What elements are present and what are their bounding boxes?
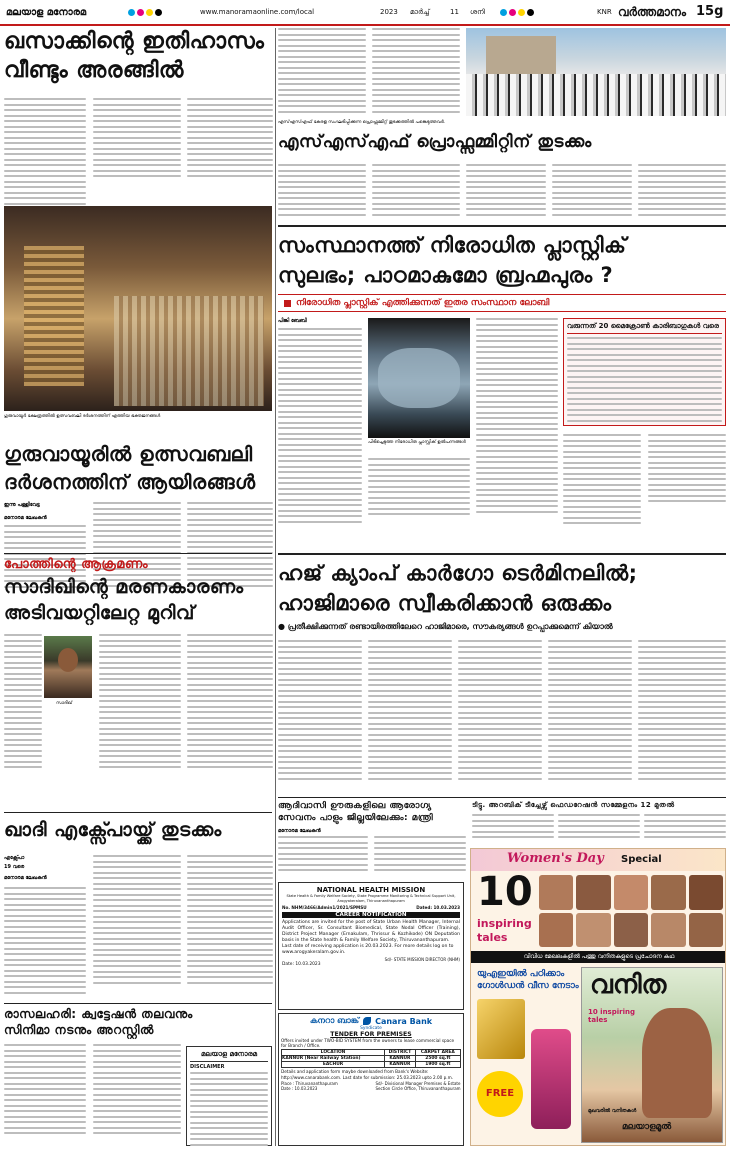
canara-place: Place : Thiruvananthapuram [281, 1080, 338, 1086]
headline-rasalahari-line2: സിനിമാ നടനും അറസ്റ്റിൽ [4, 1023, 154, 1037]
nhm-ref: No. NHM/3466/Admin1/2021/SPMSU [282, 905, 367, 911]
portrait [614, 875, 648, 910]
disclaimer-text [190, 1072, 268, 1146]
canara-table [281, 1049, 461, 1068]
headline-khadi: ഖാദി എക്സ്പോയ്ക്ക് തുടക്കം [4, 819, 222, 841]
reg-dot-yellow [518, 9, 525, 16]
kicker-expo: എക്സ്പോ [4, 855, 25, 861]
vanitha-banner [471, 849, 726, 871]
portrait [689, 875, 723, 910]
story-ssf [278, 28, 726, 226]
edition-code: KNR [597, 8, 612, 16]
headline-sadiq-line1: സാദിഖിന്റെ മരണകാരണം [4, 576, 244, 598]
canara-syndicate: Syndicate [360, 1026, 382, 1031]
callout-heading: വരുന്നത് 20 മൈക്രോൺ കാരിബാഗുകൾ വരെ [567, 322, 722, 334]
crowd-area [114, 296, 264, 406]
vanitha-promo2: ഗോൾഡൻ വീസ നേടാം [477, 981, 579, 991]
rasalahari-body-col2 [93, 1044, 181, 1138]
ad-canara [278, 1013, 464, 1146]
canara-bank-ml: കനറാ ബാങ്ക് [309, 1016, 360, 1025]
canara-tender-title: TENDER FOR PREMISES [330, 1031, 412, 1038]
product-bottle [531, 1029, 571, 1129]
vanitha-tagline1: inspiring [477, 917, 532, 930]
disclaimer-brand: മലയാള മനോരമ [190, 1050, 268, 1062]
vanitha-strip: വിവിധ മേഖലകളിൽ പത്തു വനിതകളുടെ പ്രചോദന കഥ [471, 951, 726, 963]
temple-lamp [24, 246, 84, 386]
disclaimer-title: DISCLAIMER [190, 1064, 225, 1070]
story-adivasi [278, 800, 466, 880]
headline-sadiq-line2: അടിവയറ്റിലേറ്റ മുറിവ് [4, 602, 195, 624]
photo-caption-sadiq: സാദിഖ് [56, 701, 73, 706]
divider [4, 812, 272, 813]
headline-rasalahari-line1: രാസലഹരി: ക്വട്ടേഷൻ തലവനും [4, 1007, 193, 1021]
kicker-sadiq: പോത്തിന്റെ ആക്രമണം [4, 557, 149, 572]
headline-haj-line2: ഹാജിമാരെ സ്വീകരിക്കാൻ ഒരുക്കം [278, 591, 612, 615]
arabic-body-col2 [558, 814, 640, 842]
ssf-lower-col5 [638, 164, 726, 219]
story-plastic [278, 230, 726, 550]
divider [278, 797, 726, 798]
col-area: CARPET AREA [415, 1050, 460, 1056]
portrait [651, 875, 685, 910]
ad-nhm [278, 882, 464, 1010]
vanitha-masthead: വനിത [590, 970, 667, 1000]
ssf-lower-col3 [466, 164, 546, 219]
article-body-col3 [187, 98, 273, 181]
story-haj [278, 558, 726, 794]
sadiq-body-col2 [99, 634, 181, 772]
cover-model [642, 1008, 712, 1118]
vanitha-cover [581, 967, 723, 1143]
ad-manorama-disclaimer [186, 1046, 272, 1146]
building-shape [486, 36, 556, 76]
canara-place-date [281, 1081, 338, 1091]
crowd-shape [466, 74, 726, 116]
header-day: 11 [450, 8, 459, 16]
portrait [576, 875, 610, 910]
ad-vanitha [470, 848, 726, 1146]
website-url[interactable]: www.manoramaonline.com/local [200, 8, 315, 16]
free-badge [477, 1071, 523, 1117]
col-location: LOCATION [282, 1050, 385, 1056]
divider [278, 553, 726, 555]
nhm-dated: Dated: 10.03.2023 [416, 905, 460, 911]
nhm-issued: Date: 10.03.2023 [282, 961, 321, 967]
reg-dot-magenta [509, 9, 516, 16]
portrait [576, 913, 610, 948]
divider [4, 1003, 272, 1004]
portrait [539, 875, 573, 910]
vanitha-cover-name: മുഖവരിൽ വനിതകൾ [588, 1108, 637, 1114]
ssf-body-col1 [278, 28, 366, 116]
arabic-body-col1 [472, 814, 554, 842]
header-weekday: ശനി [470, 8, 485, 16]
divider [4, 553, 272, 554]
reg-dot-yellow [146, 9, 153, 16]
header-month: മാർച്ച് [410, 8, 430, 16]
haj-body-col1 [278, 640, 362, 783]
page-number: 15g [696, 4, 724, 19]
vanitha-banner-title: Women's Day [507, 851, 604, 866]
nhm-subtitle: State Health & Family Welfare Society, State Programme Monitoring & Technical Support Unit, Arogyakeralam, Thiruvananthapuram [286, 894, 456, 903]
reg-dot-black [527, 9, 534, 16]
masthead-strip [0, 0, 730, 26]
cell-area: 1900 sq.ft [415, 1062, 460, 1068]
headline-khasak-line1: ഖസാക്കിന്റെ ഇതിഹാസം [4, 29, 265, 54]
source-adivasi: മനോരമ ലേഖകൻ [278, 828, 321, 834]
table-row [282, 1062, 461, 1068]
cell-location: EACHUR [282, 1062, 385, 1068]
ssf-body-col2 [372, 28, 460, 116]
adivasi-body-col1 [278, 836, 368, 875]
khadi-body-col3 [187, 855, 273, 987]
reg-dot-magenta [137, 9, 144, 16]
nhm-title: NATIONAL HEALTH MISSION [316, 886, 426, 894]
callout-box [563, 318, 726, 426]
story-khadi [4, 815, 272, 1000]
haj-body-col3 [458, 640, 542, 783]
photo-caption-ssf: എസ്എസ്എഫ് കേരള സംഘടിപ്പിക്കുന്ന പ്രൊഫ്സമ്മിറ്റ് തുടക്കത്തിൽ പങ്കെടുത്തവർ. [278, 120, 446, 125]
face-shape [58, 648, 78, 672]
subhead-haj [278, 622, 726, 632]
plastic-body-col5 [648, 434, 726, 506]
headline-plastic-line1: സംസ്ഥാനത്ത് നിരോധിത പ്ലാസ്റ്റിക് [278, 233, 627, 257]
paper-name: മലയാള മനോരമ [6, 7, 87, 18]
subhead-plastic-bar [278, 294, 726, 312]
portrait [651, 913, 685, 948]
col-district: DISTRICT [385, 1050, 416, 1056]
golden-visa-visual [477, 999, 525, 1059]
canara-brand-bar [281, 1016, 461, 1026]
reg-dot-cyan [500, 9, 507, 16]
byline-plastic: പിങ്കി ബേബി [278, 318, 307, 324]
vanitha-cover-line: 10 inspiring tales [588, 1008, 635, 1024]
cell-district: KANNUR [385, 1062, 416, 1068]
story-sadiq [4, 556, 272, 806]
photo-caption-plastic: പിടിച്ചെടുത്ത നിരോധിത പ്ലാസ്റ്റിക് ഉൽപന്നങ്ങൾ [368, 440, 466, 445]
arabic-body-col3 [644, 814, 726, 842]
canara-date: Date : 10.03.2023 [281, 1085, 318, 1091]
canara-logo-icon [363, 1017, 371, 1025]
canara-footer: Details and application form maybe downloaded from Bank's Website: http://www.canarabank.com. Last date for submission: 25.03.2023 upto 2.00 p.m. [281, 1069, 454, 1080]
canara-sign: Sd/- Divisional Manager Premises & Estate Section Circle Office, Thiruvananthapuram [375, 1080, 461, 1091]
headline-ssf: എസ്എസ്എഫ് പ്രൊഫ്സമ്മിറ്റിന് തുടക്കം [278, 132, 592, 152]
headline-guruvayur-line1: ഗുരുവായൂരിൽ ഉത്സവബലി [4, 442, 253, 466]
headline-guruvayur-line2: ദർശനത്തിന് ആയിരങ്ങൾ [4, 470, 256, 494]
subhead-haj-text: പ്രതീക്ഷിക്കുന്നത് രണ്ടായിരത്തിലേറെ ഹാജിമാരെ, സൗകര്യങ്ങൾ ഉറപ്പാക്കുമെന്ന് കിയാൽ [287, 622, 613, 631]
haj-body-col2 [368, 640, 452, 783]
photo-guruvayur-temple [4, 206, 272, 411]
section-name: വർത്തമാനം [618, 5, 686, 19]
ssf-lower-col1 [278, 164, 366, 219]
headline-arabic: ടിട്ടു. അറബിക് ടീച്ചേഴ്സ് ഫെഡറേഷൻ സമ്മേളനം 12 മുതൽ [472, 801, 675, 809]
sadiq-body-col1 [4, 634, 42, 772]
headline-adivasi-line1: ആദിവാസി ഊരുകളിലെ ആരോഗ്യ [278, 801, 432, 811]
header-year: 2023 [380, 8, 398, 16]
divider [278, 225, 726, 227]
portrait [689, 913, 723, 948]
subhead-plastic: നിരോധിത പ്ലാസ്റ്റിക് എത്തിക്കുന്നത് ഇതര സംസ്ഥാന ലോബി [296, 298, 550, 308]
nhm-notice-title: CAREER NOTIFICATION [282, 912, 460, 918]
portrait [614, 913, 648, 948]
vanitha-big-number: 10 [477, 869, 533, 915]
canara-bank-en: Canara Bank [375, 1016, 433, 1026]
cell-area: 2500 sq.ft [415, 1056, 460, 1062]
headline-haj-line1: ഹജ് ക്യാംപ് കാർഗോ ടെർമിനലിൽ; [278, 561, 638, 585]
source-guruvayur: മനോരമ ലേഖകൻ [4, 515, 47, 521]
rasalahari-body-col1 [4, 1044, 86, 1138]
photo-plastic-bags [368, 318, 470, 438]
nhm-signoff: Sd/- STATE MISSION DIRECTOR (NHM) [384, 956, 460, 962]
headline-khasak-line2: വീണ്ടും അരങ്ങിൽ [4, 58, 184, 83]
plastic-body-col4 [563, 434, 641, 528]
vanitha-actor: മലയാളമൂൽ [622, 1122, 672, 1132]
sadiq-body-col3 [187, 634, 273, 772]
bullet-icon: ● [278, 622, 285, 631]
reg-dot-black [155, 9, 162, 16]
nhm-ref-row [282, 905, 460, 910]
ssf-lower-col4 [552, 164, 632, 219]
article-body-col2 [93, 98, 181, 181]
vanitha-banner-suffix: Special [621, 854, 662, 865]
nhm-last-date: Last date of receiving application is 20.03.2023. For more details log on to www.arogyakeralam.gov.in. [282, 944, 454, 956]
haj-body-col5 [638, 640, 726, 783]
nhm-body: Applications are invited for the post of State Urban Health Manager, Internal Audit Officer, Sr. Consultant Biomedical, State Nodal Officer (Training), District Project Manager (Ernakulam, Thrissur & Kozhikode) ON Deputation basis in the State health & Family Welfare Society, Thiruvananthapuram. [282, 920, 460, 943]
photo-ssf-gathering [466, 28, 726, 116]
khadi-body-col1 [4, 887, 86, 997]
free-label: FREE [485, 1088, 515, 1099]
headline-adivasi-line2: സേവനം പാളും ജില്ലയിലേക്കും: മന്ത്രി [278, 813, 434, 823]
plastic-body-col1 [278, 328, 362, 526]
portrait [539, 913, 573, 948]
story-arabic-teachers [472, 800, 726, 846]
cell-location: KANNUR (Near Railway Station) [282, 1056, 385, 1062]
source-khadi: മനോരമ ലേഖകൻ [4, 875, 47, 881]
haj-body-col4 [548, 640, 632, 783]
photo-sadiq [44, 636, 92, 698]
ssf-lower-col2 [372, 164, 460, 219]
vanitha-promo1: യുഎഇയിൽ പഠിക്കാം [477, 969, 565, 979]
khadi-body-col2 [93, 855, 181, 987]
canara-sign-row [281, 1081, 461, 1091]
photo-caption-guruvayur: ഗുരുവായൂർ ക്ഷേത്രത്തിൽ ഉത്സവബലി ദർശനത്തിന് എത്തിയ ഭക്തജനങ്ങൾ [4, 414, 161, 419]
cell-district: KANNUR [385, 1056, 416, 1062]
expo-date: 19 വരെ [4, 864, 25, 870]
vanitha-tagline2: tales [477, 931, 508, 944]
plastic-body-col3 [476, 318, 558, 516]
reg-dot-cyan [128, 9, 135, 16]
story-guruvayur [4, 440, 272, 550]
adivasi-body-col2 [374, 836, 466, 875]
plastic-pile [378, 348, 460, 408]
subhead-bullet-icon [284, 300, 291, 307]
headline-plastic-line2: സുലഭം; പാഠമാകുമോ ബ്രഹ്മപുരം ? [278, 263, 614, 287]
column-divider [275, 28, 276, 1146]
canara-tender-text: Offers invited under TWO-BID SYSTEM from the owners to lease commercial space for Branch / Office. [281, 1038, 455, 1049]
vanitha-portrait-grid [539, 875, 723, 947]
plastic-body-col2 [368, 458, 470, 519]
byline-guruvayur: ഇന്നു പള്ളിവേട്ട [4, 502, 40, 508]
callout-text [567, 337, 722, 422]
